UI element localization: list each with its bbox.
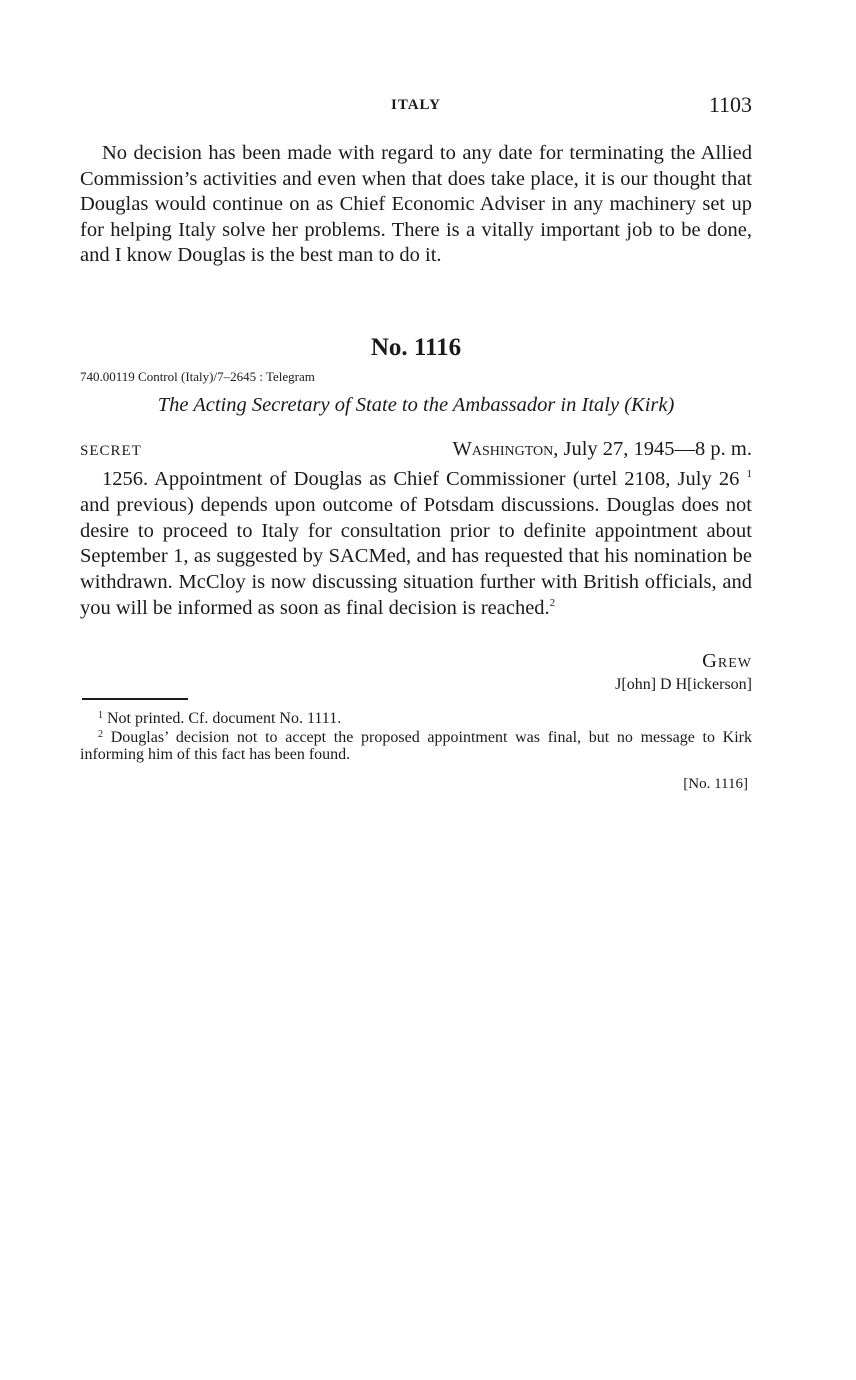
footnote-2 xyxy=(80,729,752,763)
footnote-text-1: Not printed. Cf. document No. 1111. xyxy=(107,710,342,727)
classification-label: SECRET xyxy=(80,443,142,459)
intro-paragraph: No decision has been made with regard to any date for terminating the Allied Commission’s activities and even when that does take place, it is our thought that Douglas would continue on as Chief Economic Adviser in any machinery set up for helping Italy solve her problems. There is a vitally important job to be done, and I know Douglas is the best man to do it. xyxy=(80,142,752,267)
document-number: No. 1116 xyxy=(370,334,462,361)
footnote-divider xyxy=(82,698,188,700)
footnote-mark-1: 1 xyxy=(98,710,103,721)
heading-suffix: ) xyxy=(667,394,675,416)
page-number: 1103 xyxy=(708,92,752,117)
footnote-reference-2: 2 xyxy=(549,596,556,609)
signer-initials: J[ohn] D H[ickerson] xyxy=(615,676,752,693)
body-part-1: 1256. Appointment of Douglas as Chief Commissioner (urtel 2108, July 26 xyxy=(102,468,740,490)
file-reference: 740.00119 Control (Italy)/7–2645 : Telegram xyxy=(80,369,315,384)
signature: Grew xyxy=(702,650,752,672)
body-part-2: and previous) depends upon outcome of Potsdam discussions. Douglas does not desire to proceed to Italy for consultation prior to definite appointment about September 1, as suggested by SACMed, and has requested that his nomination be withdrawn. McCloy is now discussing situation further with British officials, and you will be informed as soon as final decision is reached. xyxy=(80,493,752,619)
place-city: Washington, xyxy=(452,438,559,460)
running-title: ITALY xyxy=(390,97,442,113)
document-heading xyxy=(80,394,752,417)
place-and-date xyxy=(452,438,752,461)
document-tag: [No. 1116] xyxy=(683,776,748,792)
footnote-reference-1: 1 xyxy=(746,468,753,480)
heading-name: Kirk xyxy=(631,394,668,416)
telegram-date: July 27, 1945—8 p. m. xyxy=(558,438,752,460)
dateline xyxy=(80,438,752,464)
footnote-text-2: Douglas’ decision not to accept the proposed appointment was final, but no message to Kirk informing him of this fact has been found. xyxy=(80,729,753,763)
running-head xyxy=(80,92,752,122)
footnote-1 xyxy=(80,710,752,727)
footnote-mark-2: 2 xyxy=(98,729,103,740)
heading-prefix: The Acting Secretary of State to the Ambassador in Italy ( xyxy=(157,394,632,416)
telegram-body xyxy=(80,467,752,622)
